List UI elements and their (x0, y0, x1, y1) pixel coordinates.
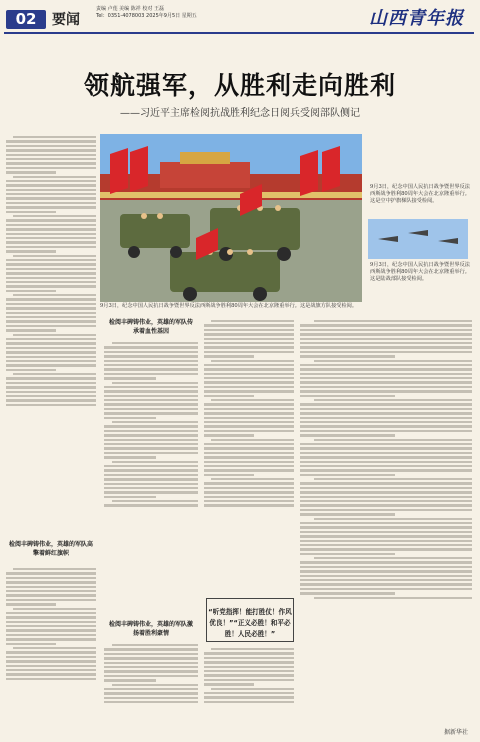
text-line (211, 688, 294, 690)
text-line (6, 395, 96, 397)
side-caption-top: 9月3日，纪念中国人民抗日战争暨世界反法西斯战争胜利80周年大会在北京隆重举行。这是空中护旗梯队接受检阅。 (370, 184, 470, 204)
text-line (104, 386, 198, 388)
text-line (300, 381, 472, 383)
text-line (6, 656, 96, 658)
text-line (6, 404, 96, 406)
text-line (6, 351, 96, 353)
text-line (104, 648, 198, 650)
text-line (104, 417, 156, 419)
text-line (112, 382, 198, 384)
text-line (6, 180, 96, 182)
text-line (300, 509, 472, 511)
text-line (300, 500, 472, 502)
text-line (6, 325, 96, 327)
text-line (204, 469, 294, 471)
text-line (6, 224, 96, 226)
text-line (204, 443, 294, 445)
text-line (6, 316, 96, 318)
text-line (204, 683, 254, 685)
text-line (300, 412, 472, 414)
text-line (6, 184, 96, 186)
text-line (6, 377, 96, 379)
text-line (204, 364, 294, 366)
text-line (204, 701, 294, 703)
text-line (204, 670, 294, 672)
text-line (6, 312, 96, 314)
text-line (314, 320, 472, 322)
text-line (13, 568, 96, 570)
text-line (104, 487, 198, 489)
text-line (204, 430, 294, 432)
text-line (104, 447, 198, 449)
text-line (13, 255, 96, 257)
text-line (300, 461, 472, 463)
text-line (300, 583, 472, 585)
text-line (300, 491, 472, 493)
text-line (6, 277, 96, 279)
text-line (300, 482, 472, 484)
text-line (300, 346, 472, 348)
text-line (104, 412, 198, 414)
text-line (6, 338, 96, 340)
text-line (6, 665, 96, 667)
text-line (104, 675, 198, 677)
text-line (204, 482, 294, 484)
text-line (13, 334, 96, 336)
text-line (13, 647, 96, 649)
text-line (104, 653, 198, 655)
text-line (112, 500, 198, 502)
editor-credits (96, 6, 197, 20)
text-line (300, 513, 395, 515)
text-line (6, 329, 56, 331)
text-line (6, 197, 96, 199)
text-line (300, 417, 472, 419)
text-line (300, 592, 395, 594)
text-line (6, 360, 96, 362)
text-line (112, 421, 198, 423)
text-line (6, 237, 96, 239)
text-line (6, 625, 96, 627)
text-line (104, 395, 198, 397)
text-line (104, 377, 156, 379)
text-line (6, 263, 96, 265)
quote-box (206, 598, 294, 642)
text-line (104, 469, 198, 471)
text-line (300, 425, 472, 427)
text-line (204, 496, 294, 498)
text-line (104, 351, 198, 353)
text-line (104, 474, 198, 476)
text-line (300, 373, 472, 375)
text-line (204, 674, 294, 676)
mid-column-b-text (204, 318, 294, 594)
article-subtitle: ——习近平主席检阅抗战胜利纪念日阅兵受阅部队侧记 (120, 108, 360, 119)
text-line (204, 491, 294, 493)
text-line (204, 412, 294, 414)
text-line (204, 456, 294, 458)
text-line (13, 373, 96, 375)
text-line (204, 425, 294, 427)
text-line (204, 346, 294, 348)
text-line (300, 496, 472, 498)
text-line (300, 377, 472, 379)
text-line (6, 638, 96, 640)
text-line (204, 696, 294, 698)
aircraft-photo-illustration (368, 219, 468, 259)
text-line (300, 561, 472, 563)
text-line (104, 373, 198, 375)
text-line (204, 395, 254, 397)
text-line (112, 644, 198, 646)
text-line (300, 395, 395, 397)
text-line (204, 408, 294, 410)
text-line (6, 399, 96, 401)
text-line (204, 434, 254, 436)
side-thumbnail-photo (368, 219, 468, 259)
text-line (6, 211, 56, 213)
text-line (6, 320, 96, 322)
text-line (6, 356, 96, 358)
text-line (300, 522, 472, 524)
text-line (6, 233, 96, 235)
text-line (211, 399, 294, 401)
text-line (6, 347, 96, 349)
text-line (104, 688, 198, 690)
text-line (6, 386, 96, 388)
text-line (104, 504, 198, 506)
text-line (6, 259, 96, 261)
mid-subhead-a: 检阅丰碑铸伟业，英雄的军队传承着血性基因 (108, 319, 193, 335)
mid-subhead-b: 检阅丰碑铸伟业，英雄的军队激扬着胜利豪情 (108, 621, 193, 637)
text-line (300, 504, 472, 506)
text-line (104, 439, 198, 441)
text-line (204, 377, 294, 379)
newspaper-masthead: 山西青年报 (369, 8, 464, 29)
section-name: 要闻 (52, 12, 80, 28)
text-line (104, 456, 156, 458)
text-line (300, 390, 472, 392)
text-line (300, 553, 395, 555)
text-line (6, 599, 96, 601)
text-line (300, 566, 472, 568)
text-line (112, 684, 198, 686)
text-line (300, 526, 472, 528)
text-line (204, 666, 294, 668)
text-line (300, 579, 472, 581)
left-column-text (6, 134, 96, 536)
text-line (300, 588, 472, 590)
text-line (6, 303, 96, 305)
text-line (6, 281, 96, 283)
text-line (300, 540, 472, 542)
text-line (104, 403, 198, 405)
text-line (300, 386, 472, 388)
text-line (6, 586, 96, 588)
main-photo-caption: 9月3日，纪念中国人民抗日战争暨世界反法西斯战争胜利80周年大会在北京隆重举行。这是战旗方队接受检阅。 (100, 303, 358, 309)
text-line (6, 285, 96, 287)
text-line (300, 447, 472, 449)
text-line (204, 333, 294, 335)
text-line (211, 360, 294, 362)
text-line (300, 575, 472, 577)
text-line (300, 338, 472, 340)
text-line (204, 342, 294, 344)
text-line (104, 483, 198, 485)
text-line (104, 434, 198, 436)
text-line (300, 355, 395, 357)
text-line (314, 557, 472, 559)
text-line (6, 621, 96, 623)
text-line (300, 329, 472, 331)
text-line (6, 660, 96, 662)
text-line (6, 612, 96, 614)
text-line (6, 678, 96, 680)
text-line (6, 307, 96, 309)
text-line (204, 504, 294, 506)
side-caption-bottom: 9月3日，纪念中国人民抗日战争暨世界反法西斯战争胜利80周年大会在北京隆重举行。这是陆战部队接受检阅。 (370, 262, 470, 282)
text-line (204, 381, 294, 383)
text-line (204, 500, 294, 502)
text-line (6, 577, 96, 579)
text-line (211, 439, 294, 441)
text-line (104, 491, 198, 493)
text-line (300, 333, 472, 335)
text-line (300, 364, 472, 366)
text-line (300, 487, 472, 489)
text-line (104, 443, 198, 445)
text-line (314, 597, 472, 599)
text-line (104, 399, 198, 401)
text-line (104, 701, 198, 703)
text-line (6, 572, 96, 574)
parade-photo-illustration (100, 134, 362, 302)
text-line (204, 338, 294, 340)
text-line (6, 616, 96, 618)
text-line (300, 465, 472, 467)
text-line (300, 469, 472, 471)
header-rule (4, 32, 474, 34)
text-line (104, 346, 198, 348)
text-line (204, 417, 294, 419)
text-line (300, 368, 472, 370)
text-line (6, 369, 56, 371)
text-line (204, 324, 294, 326)
text-line (211, 478, 294, 480)
text-line (6, 342, 96, 344)
text-line (204, 465, 294, 467)
text-line (104, 697, 198, 699)
text-line (104, 360, 198, 362)
right-column-text (300, 318, 472, 730)
text-line (104, 364, 198, 366)
text-line (300, 408, 472, 410)
text-line (6, 634, 96, 636)
page-number: 02 (6, 10, 46, 29)
text-line (211, 648, 294, 650)
text-line (204, 452, 294, 454)
text-line (13, 176, 96, 178)
text-line (6, 669, 96, 671)
text-line (104, 355, 198, 357)
text-line (204, 461, 294, 463)
text-line (204, 487, 294, 489)
text-line (6, 162, 96, 164)
left-subhead: 检阅丰碑铸伟业，英雄的军队高擎着鲜红旗帜 (8, 541, 93, 557)
text-line (300, 531, 472, 533)
mid-column-b-text-lower (204, 646, 294, 734)
text-line (300, 403, 472, 405)
text-line (300, 548, 472, 550)
text-line (6, 149, 96, 151)
mid-column-a-text-lower (104, 642, 198, 734)
text-line (6, 391, 96, 393)
page-header (0, 0, 480, 34)
text-line (6, 268, 96, 270)
text-line (204, 692, 294, 694)
text-line (300, 443, 472, 445)
text-line (6, 206, 96, 208)
text-line (300, 535, 472, 537)
text-line (314, 360, 472, 362)
text-line (104, 692, 198, 694)
text-line (6, 154, 96, 156)
text-line (300, 351, 472, 353)
text-line (104, 430, 198, 432)
text-line (300, 570, 472, 572)
text-line (204, 403, 294, 405)
text-line (6, 364, 96, 366)
text-line (104, 408, 198, 410)
text-line (300, 434, 395, 436)
text-line (104, 496, 156, 498)
text-line (104, 465, 198, 467)
text-line (6, 145, 96, 147)
text-line (6, 228, 96, 230)
text-line (300, 474, 395, 476)
text-line (6, 290, 56, 292)
text-line (204, 368, 294, 370)
text-line (204, 661, 294, 663)
text-line (300, 421, 472, 423)
text-line (6, 250, 56, 252)
mid-column-a-text (104, 340, 198, 588)
text-line (104, 368, 198, 370)
text-line (314, 399, 472, 401)
text-line (204, 390, 294, 392)
text-line (204, 386, 294, 388)
text-line (204, 329, 294, 331)
text-line (314, 518, 472, 520)
text-line (6, 219, 96, 221)
text-line (104, 390, 198, 392)
text-line (104, 452, 198, 454)
text-line (6, 167, 96, 169)
text-line (6, 629, 96, 631)
text-line (204, 355, 254, 357)
text-line (314, 478, 472, 480)
text-line (112, 461, 198, 463)
text-line (13, 215, 96, 217)
text-line (104, 679, 156, 681)
text-line (112, 342, 198, 344)
text-line (6, 171, 56, 173)
text-line (6, 651, 96, 653)
text-line (6, 643, 56, 645)
text-line (300, 452, 472, 454)
text-line (204, 373, 294, 375)
text-line (104, 478, 198, 480)
text-line (300, 342, 472, 344)
text-line (104, 657, 198, 659)
quote-text: “听党指挥！能打胜仗！作风优良！”“正义必胜！和平必胜！人民必胜！” (208, 608, 292, 638)
text-line (204, 351, 294, 353)
text-line (6, 581, 96, 583)
text-line (300, 430, 472, 432)
text-line (104, 662, 198, 664)
text-line (6, 382, 96, 384)
text-line (204, 652, 294, 654)
text-line (314, 439, 472, 441)
text-line (6, 673, 96, 675)
text-line (6, 189, 96, 191)
text-line (13, 136, 96, 138)
text-line (300, 456, 472, 458)
text-line (6, 158, 96, 160)
text-line (104, 666, 198, 668)
text-line (13, 294, 96, 296)
article-title: 领航强军，从胜利走向胜利 (83, 71, 396, 100)
main-photo (100, 134, 362, 302)
article-source: 据新华社 (443, 729, 468, 736)
text-line (104, 670, 198, 672)
text-line (6, 140, 96, 142)
text-line (6, 202, 96, 204)
editor-line-1: 责编 卢莲 美编 陈祥 校对 王磊 (96, 6, 164, 12)
text-line (204, 447, 294, 449)
text-line (204, 421, 294, 423)
text-line (6, 272, 96, 274)
text-line (13, 608, 96, 610)
text-line (6, 603, 56, 605)
text-line (300, 324, 472, 326)
text-line (6, 594, 96, 596)
text-line (6, 298, 96, 300)
text-line (104, 425, 198, 427)
editor-line-2: Tel：0351-4078003 2025年9月5日 星期五 (96, 13, 197, 19)
text-line (300, 544, 472, 546)
text-line (204, 474, 254, 476)
text-line (6, 193, 96, 195)
text-line (6, 590, 96, 592)
text-line (204, 679, 294, 681)
text-line (204, 657, 294, 659)
left-column-text-lower (6, 566, 96, 734)
text-line (211, 320, 294, 322)
text-line (6, 246, 96, 248)
text-line (6, 241, 96, 243)
